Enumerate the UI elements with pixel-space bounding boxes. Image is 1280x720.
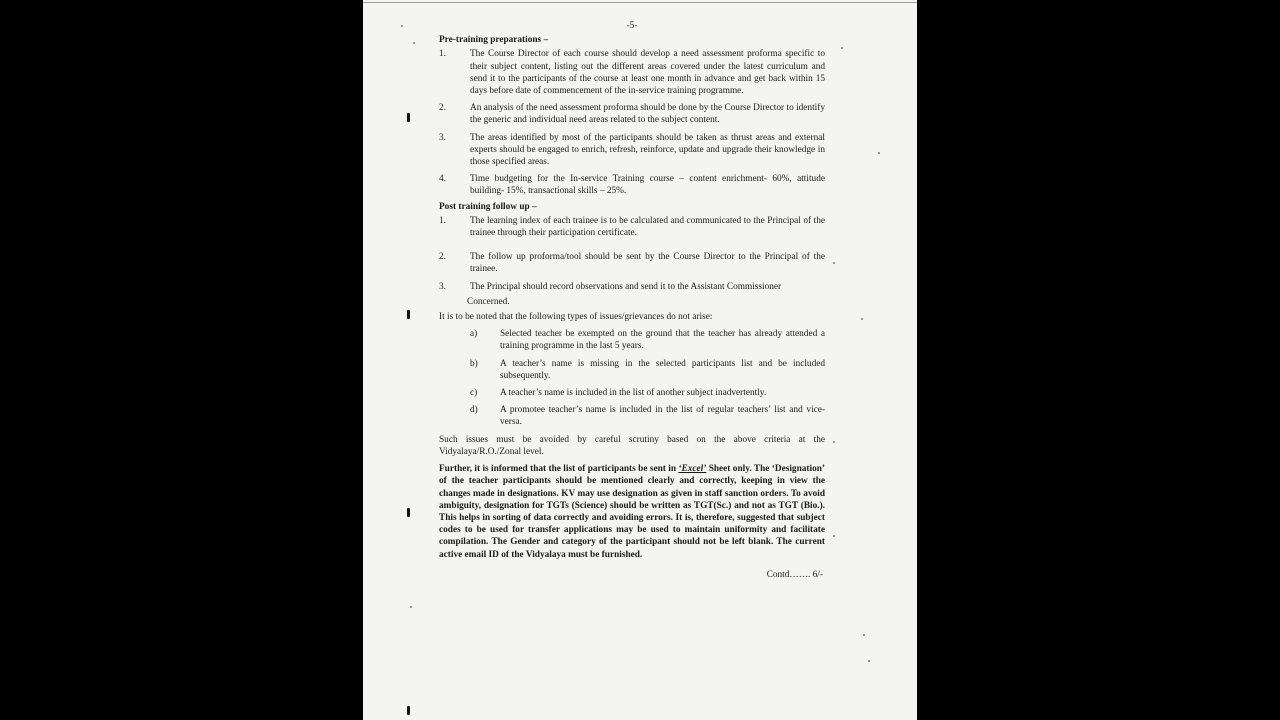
document-page <box>363 0 917 720</box>
list-item: 1. The Course Director of each course should develop a need assessment proforma specific to their subject content, listing out the different areas covered under the latest curriculum and send it to the participants of the course at least one month in advance and get back within 15 days before date of commencement of the in-service training programme. <box>439 49 825 97</box>
issues-conclusion: Such issues must be avoided by careful scrutiny based on the above criteria at the Vidyalaya/R.O./Zonal level. <box>439 434 825 457</box>
scan-speck <box>861 318 863 320</box>
list-item: 1. The learning index of each trainee is to be calculated and communicated to the Principal of the trainee through their participation certificate. <box>439 215 825 239</box>
list-item: 2. An analysis of the need assessment proforma should be done by the Course Director to identify the generic and individual need areas related to the subject content. <box>439 103 825 126</box>
issue-item: a) Selected teacher be exempted on the ground that the teacher has already attended a training programme in the last 5 years. <box>470 329 825 352</box>
scan-speck <box>401 25 403 27</box>
scan-speck <box>863 634 865 636</box>
list-item: 4. Time budgeting for the In-service Training course – content enrichment- 60%, attitude building- 15%, transactional skills – 25%. <box>439 174 825 197</box>
issue-item: d) A promotee teacher’s name is included in the list of regular teachers’ list and vice-versa. <box>470 405 825 428</box>
scan-speck <box>833 441 835 443</box>
binder-mark <box>407 310 410 319</box>
excel-emphasis: ‘Excel’ <box>678 464 707 475</box>
scan-speck <box>410 606 412 608</box>
scan-speck <box>868 660 870 662</box>
binder-mark <box>407 706 410 715</box>
list-item: 3. The areas identified by most of the participants should be taken as thrust areas and external experts should be engaged to enrich, refresh, reinforce, update and upgrade their knowledge in those specified areas. <box>439 132 825 168</box>
continued-note: Contd……. 6/- <box>766 569 823 580</box>
scan-speck <box>841 47 843 49</box>
page-number: -5- <box>626 21 638 31</box>
post-training-heading: Post training follow up – <box>439 201 537 212</box>
binder-mark <box>407 508 410 517</box>
further-paragraph: Further, it is informed that the list of participants be sent in ‘Excel’ Sheet only. The ‘Designation’ of the teacher participants should be mentioned clearly and correctly, keeping in view the changes made in designations. KV may use designation as given in staff sanction orders. To avoid ambiguity, designation for TGTs (Science) should be written as TGT(Sc.) and not as TGT (Bio.). This helps in sorting of data correctly and avoiding errors. It is, therefore, suggested that subject codes to be used for transfer applications may be used to maintain uniformity and facilitate compilation. The Gender and category of the participant should not be left blank. The current active email ID of the Vidyalaya must be furnished. <box>439 464 825 560</box>
binder-mark <box>407 113 410 122</box>
page-top-edge <box>363 2 917 3</box>
list-item: 3. The Principal should record observations and send it to the Assistant Commissioner Concerned. <box>439 281 782 307</box>
pre-training-heading: Pre-training preparations – <box>439 35 549 46</box>
issue-item: c) A teacher’s name is included in the list of another subject inadvertently. <box>470 388 767 399</box>
document-body <box>439 20 825 581</box>
scan-speck <box>413 42 415 44</box>
scan-speck <box>833 262 835 264</box>
list-item: 2. The follow up proforma/tool should be sent by the Course Director to the Principal of the trainee. <box>439 252 825 275</box>
issue-item: b) A teacher’s name is missing in the selected participants list and be included subsequently. <box>470 358 825 381</box>
scan-speck <box>833 535 835 537</box>
issues-intro: It is to be noted that the following types of issues/grievances do not arise: <box>439 312 713 323</box>
scan-speck <box>878 152 880 154</box>
